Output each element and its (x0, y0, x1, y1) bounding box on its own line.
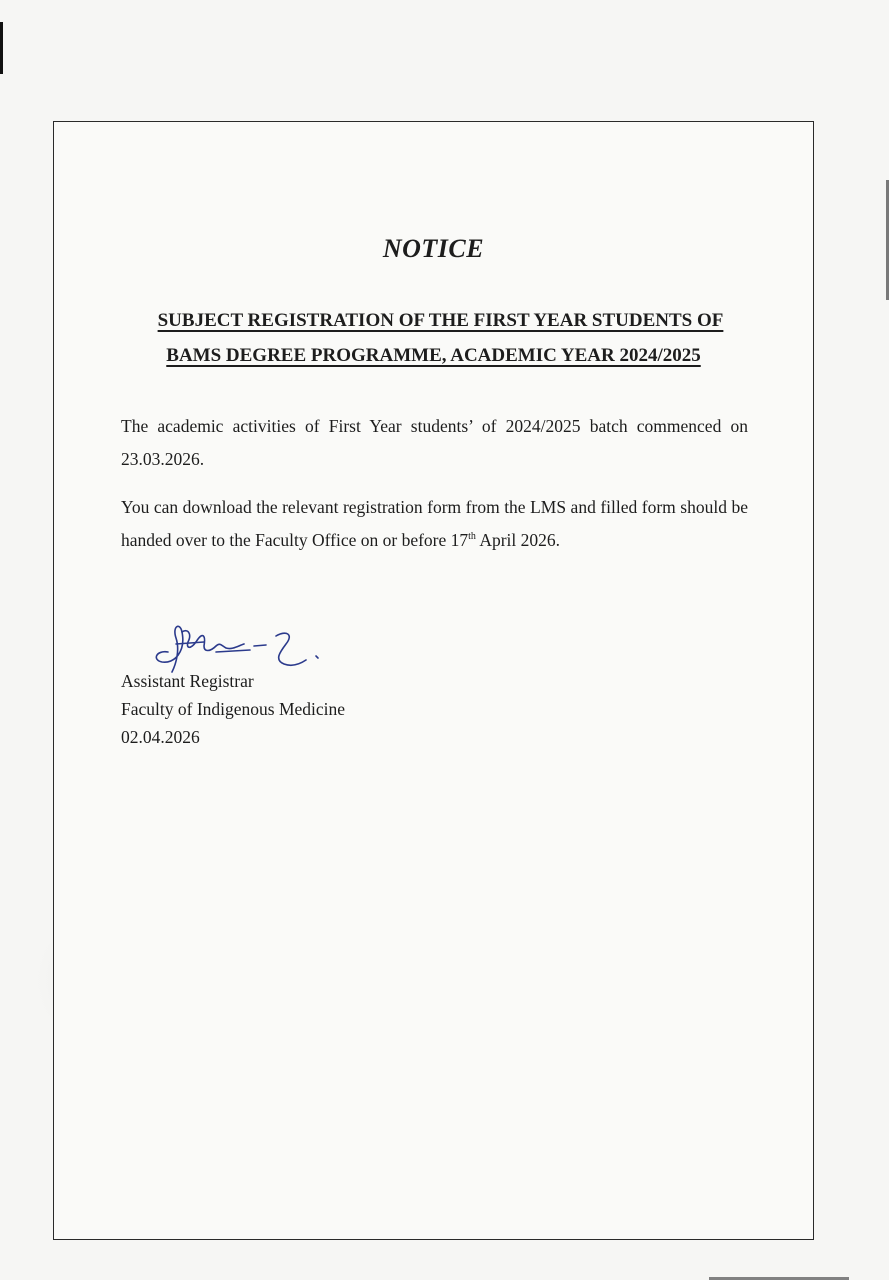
subject-line-1: SUBJECT REGISTRATION OF THE FIRST YEAR STUDENTS OF (157, 310, 724, 331)
signatory-faculty: Faculty of Indigenous Medicine (121, 699, 346, 719)
ordinal-suffix: th (468, 531, 476, 542)
notice-subject (54, 310, 813, 367)
subject-line-2: BAMS DEGREE PROGRAMME, ACADEMIC YEAR 2024/2025 (166, 345, 701, 366)
notice-frame (53, 121, 814, 1240)
notice-title: NOTICE (382, 234, 485, 263)
scan-edge-mark-left (0, 22, 3, 74)
signature-block (121, 667, 345, 751)
paragraph-commencement: The academic activities of First Year students’ of 2024/2025 batch commenced on 23.03.2026. (121, 416, 748, 469)
paragraph-registration-deadline: April 2026. (475, 530, 561, 550)
signatory-designation: Assistant Registrar (121, 671, 254, 691)
paragraph-registration (121, 491, 748, 557)
notice-date: 02.04.2026 (121, 727, 200, 747)
paragraph-registration-text: You can download the relevant registration form from the LMS and filled form should be handed over to the Faculty Office on or before 17 (121, 497, 748, 550)
